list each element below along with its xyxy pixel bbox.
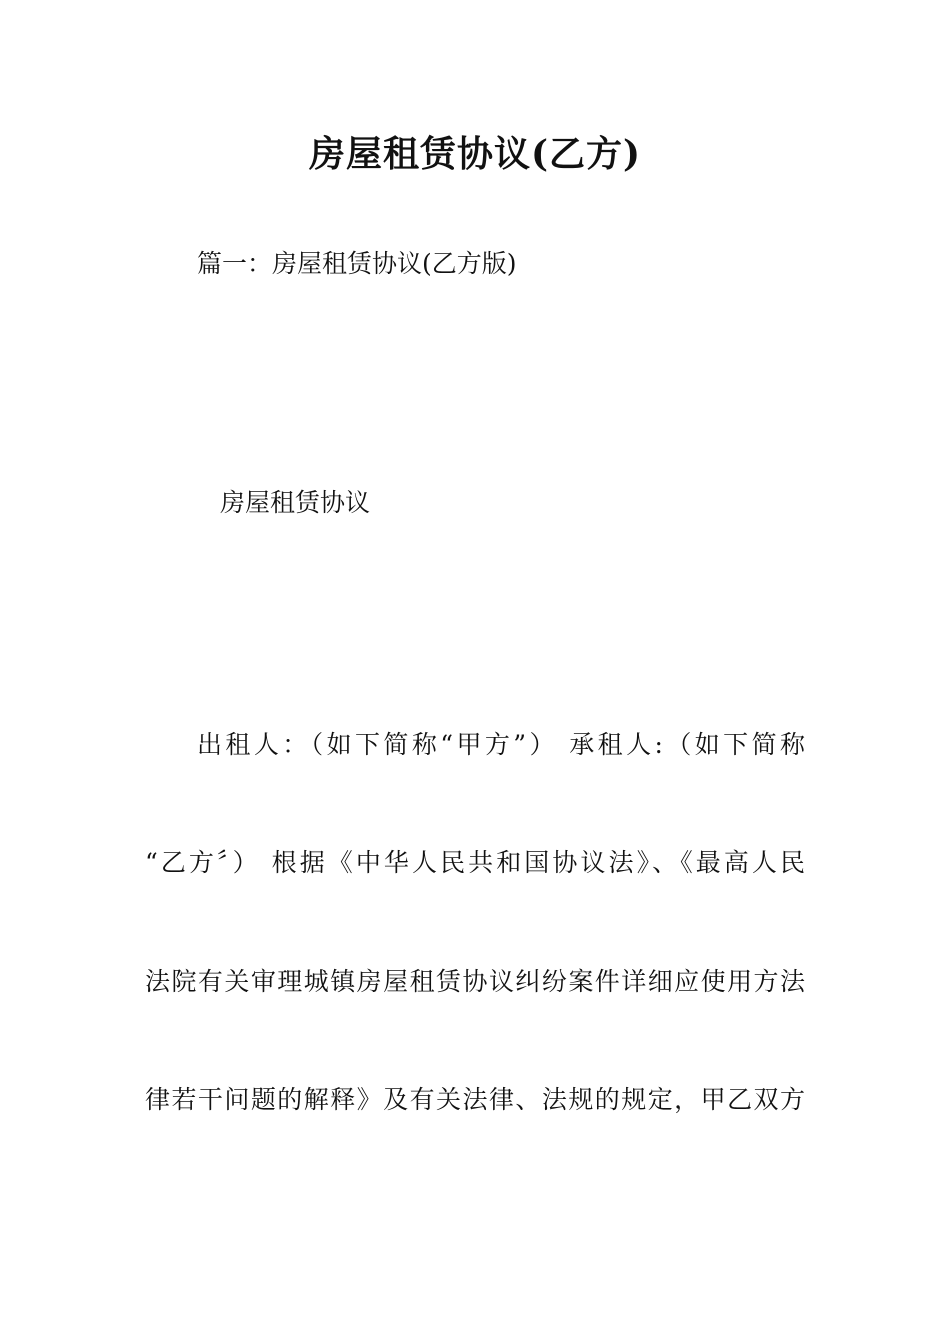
chapter-subtitle: 篇一：房屋租赁协议(乙方版) (197, 249, 517, 278)
document-title: 房屋租赁协议(乙方) (308, 133, 642, 175)
section-heading: 房屋租赁协议 (220, 488, 371, 517)
body-line: 律若干问题的解释》及有关法律、法规的规定，甲乙双方 (145, 1085, 805, 1114)
body-line: 出租人：（如下简称“甲方”） 承租人:（如下简称 (197, 730, 805, 759)
body-line: 法院有关审理城镇房屋租赁协议纠纷案件详细应使用方法 (145, 967, 805, 996)
body-line: “乙方〞） 根据《中华人民共和国协议法》、《最高人民 (145, 848, 805, 877)
